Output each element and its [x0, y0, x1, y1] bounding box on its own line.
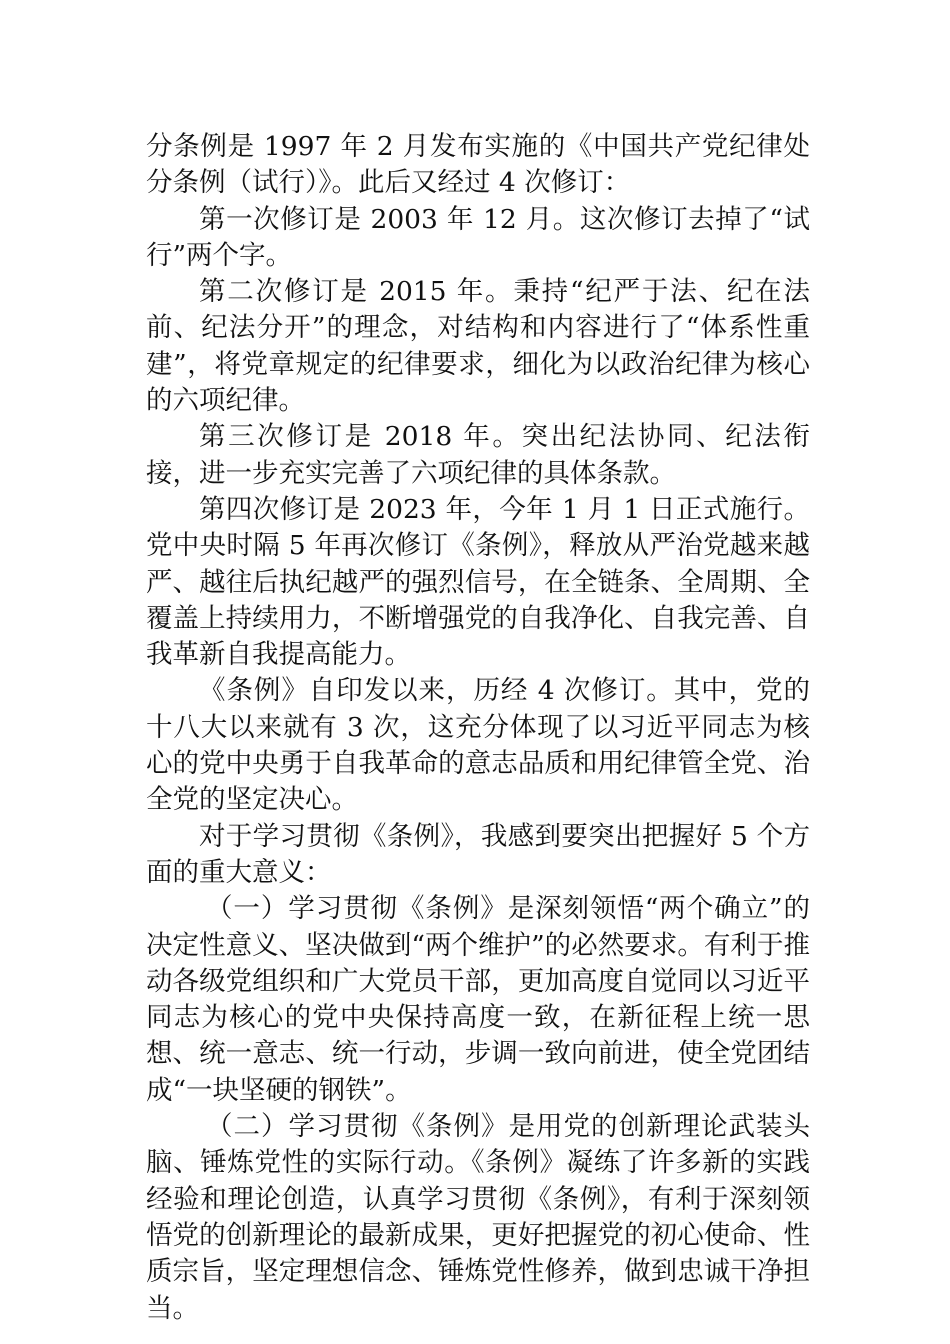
paragraph-history-intro: 分条例是 1997 年 2 月发布实施的《中国共产党纪律处分条例（试行）》。此后又经过 4 次修订：	[146, 131, 810, 199]
paragraph-revision-summary: 《条例》自印发以来，历经 4 次修订。其中，党的十八大以来就有 3 次，这充分体现了以习近平同志为核心的党中央勇于自我革命的意志品质和用纪律管全党、治全党的坚定决心。	[146, 675, 810, 816]
paragraph-significance-two: （二）学习贯彻《条例》是用党的创新理论武装头脑、锤炼党性的实际行动。《条例》凝练了许多新的实践经验和理论创造，认真学习贯彻《条例》，有利于深刻领悟党的创新理论的最新成果，更好把握党的初心使命、性质宗旨，坚定理想信念、锤炼党性修养，做到忠诚干净担当。	[146, 1111, 810, 1324]
paragraph-third-revision: 第三次修订是 2018 年。突出纪法协同、纪法衔接，进一步充实完善了六项纪律的具体条款。	[146, 421, 810, 489]
paragraph-significance-intro: 对于学习贯彻《条例》，我感到要突出把握好 5 个方面的重大意义：	[146, 820, 810, 888]
paragraph-second-revision: 第二次修订是 2015 年。秉持“纪严于法、纪在法前、纪法分开”的理念，对结构和内容进行了“体系性重建”，将党章规定的纪律要求，细化为以政治纪律为核心的六项纪律。	[146, 276, 810, 417]
paragraph-significance-one: （一）学习贯彻《条例》是深刻领悟“两个确立”的决定性意义、坚决做到“两个维护”的必然要求。有利于推动各级党组织和广大党员干部，更加高度自觉同以习近平同志为核心的党中央保持高度一致，在新征程上统一思想、统一意志、统一行动，步调一致向前进，使全党团结成“一块坚硬的钢铁”。	[146, 893, 810, 1106]
paragraph-fourth-revision: 第四次修订是 2023 年，今年 1 月 1 日正式施行。党中央时隔 5 年再次修订《条例》，释放从严治党越来越严、越往后执纪越严的强烈信号，在全链条、全周期、全覆盖上持续用力，不断增强党的自我净化、自我完善、自我革新自我提高能力。	[146, 493, 810, 671]
document-body	[146, 129, 810, 1327]
paragraph-first-revision: 第一次修订是 2003 年 12 月。这次修订去掉了“试行”两个字。	[146, 203, 810, 271]
